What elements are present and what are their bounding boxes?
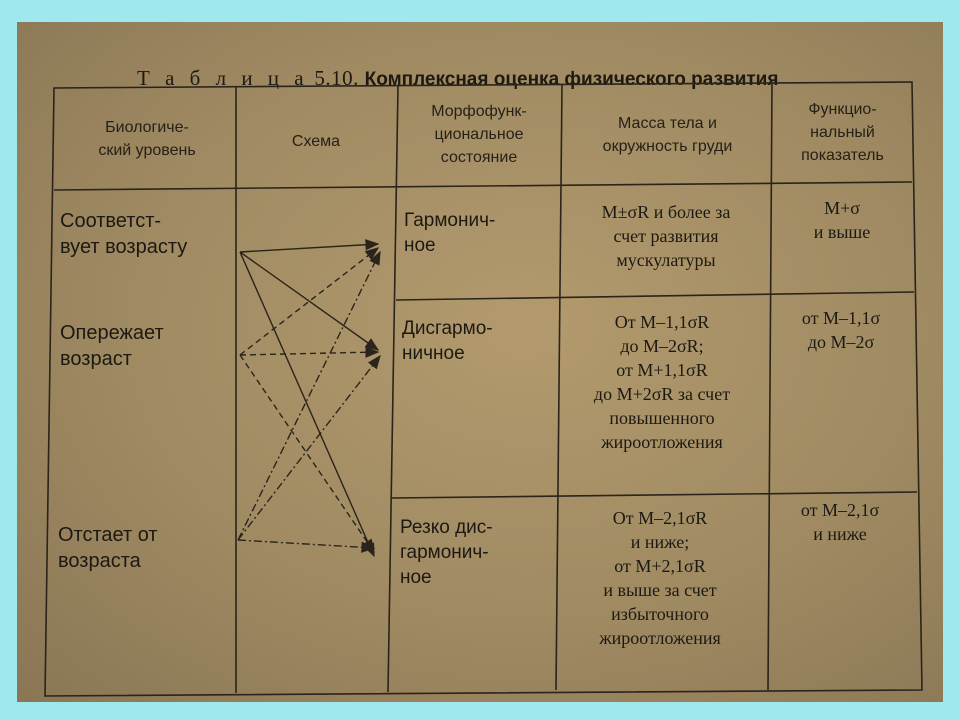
bio-level-behind: Отстает от возраста [58,524,158,572]
morph-disharmonic: Дисгармо- ничное [402,318,493,364]
scheme-arrow [240,352,378,355]
col-divider-2 [388,86,398,692]
mass-disharmonic: От M–1,1σR до M–2σR; от M+1,1σR до M+2σR за счет повышенного жироотложения [593,312,731,452]
table-label: Т а б л и ц а [137,66,309,90]
header-morph: Морфофунк- циональное состояние [431,103,527,166]
table-title-text: Комплексная оценка физического развития [364,69,779,90]
table-border [45,82,922,696]
func-sharply-disharmonic: от M–2,1σ и ниже [800,500,880,544]
func-disharmonic: от M–1,1σ до M–2σ [801,308,881,352]
bio-level-matches: Соответст- вует возрасту [60,210,188,258]
bio-level-ahead: Опережает возраст [60,322,164,370]
col-divider-4 [768,83,772,690]
morph-sharply-disharmonic: Резко дис- гармонич- ное [400,517,493,588]
mass-sharply-disharmonic: От M–2,1σR и ниже; от M+2,1σR и выше за счет избыточного жироотложения [599,508,721,648]
header-bio-level: Биологиче- ский уровень [98,119,196,159]
header-divider [54,182,912,190]
header-func: Функцио- нальный показатель [801,101,884,164]
header-scheme: Схема [291,133,341,150]
morph-harmonic: Гармонич- ное [404,210,496,256]
func-harmonic: M+σ и выше [813,198,871,242]
table-number: 5.10. [314,66,359,90]
scheme-arrow [240,355,374,552]
scheme-arrow [238,540,374,548]
scheme-arrow [240,244,378,252]
header-mass: Масса тела и окружность груди [602,115,733,155]
mass-harmonic: M±σR и более за счет развития мускулатуры [601,202,731,270]
row-divider-1 [396,292,914,300]
scheme-arrow [240,252,378,350]
